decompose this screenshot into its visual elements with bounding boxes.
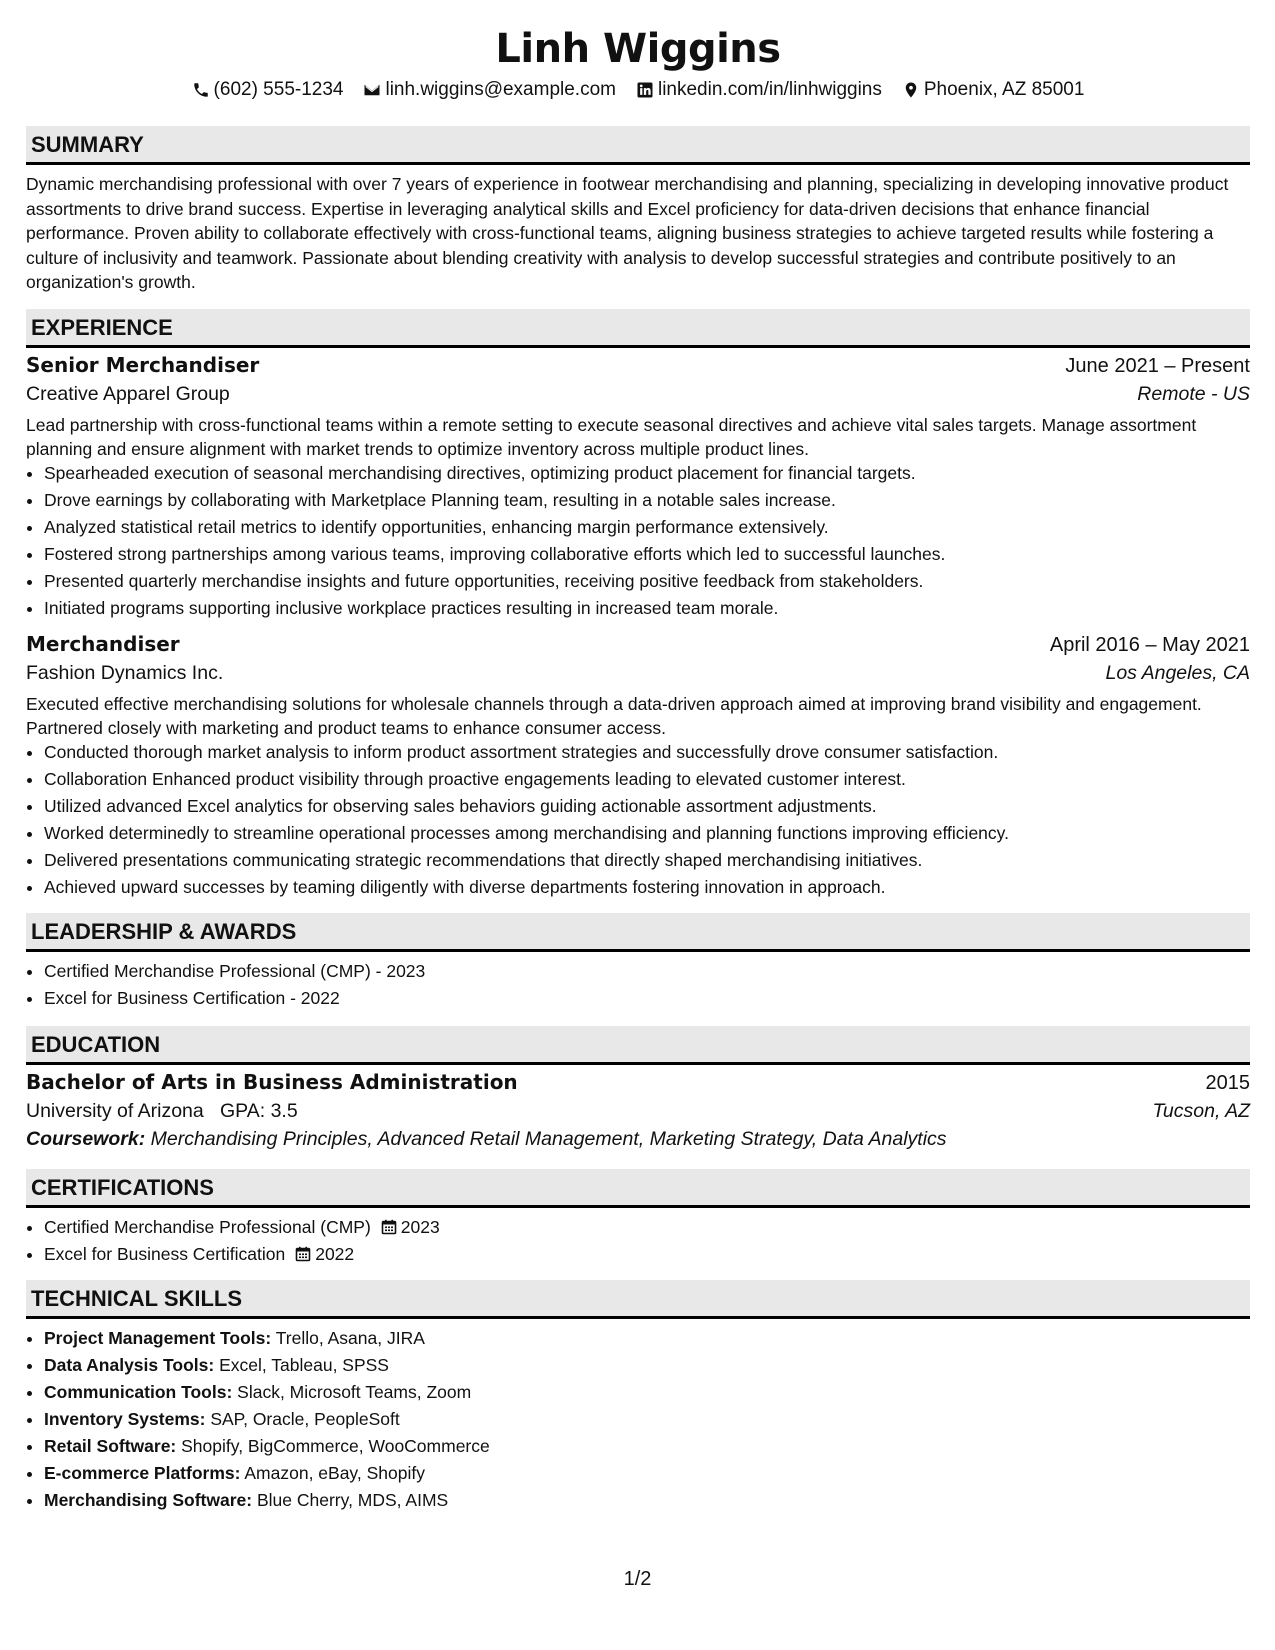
coursework-text: Merchandising Principles, Advanced Retail Management, Marketing Strategy, Data Analytics [150, 1127, 947, 1150]
email-text: linh.wiggins@example.com [385, 79, 616, 100]
skill-label: Inventory Systems: [44, 1408, 206, 1429]
job-bullet: • Worked determinedly to streamline operational processes among merchandising and planning functions improving efficiency. [44, 820, 1250, 847]
school-location: Tucson, AZ [1152, 1099, 1250, 1122]
skill-item [44, 1460, 1250, 1487]
linkedin-text: linkedin.com/in/linhwiggins [657, 79, 882, 100]
gpa: GPA: 3.5 [220, 1099, 298, 1122]
contact-phone[interactable] [192, 79, 344, 101]
job-bullet: • Collaboration Enhanced product visibility through proactive engagements leading to elevated customer interest. [44, 766, 1250, 793]
certification-name: Certified Merchandise Professional (CMP) [44, 1216, 371, 1237]
section-heading-education: EDUCATION [26, 1026, 1250, 1065]
section-heading-summary: SUMMARY [26, 126, 1250, 165]
skill-item [44, 1379, 1250, 1406]
job-description: Executed effective merchandising solutions for wholesale channels through a data-driven approach aimed at improving brand visibility and engagement. Partnered closely with marketing and product teams to enhance consumer access. [26, 693, 1202, 738]
job-entry [26, 632, 1250, 901]
skill-value: Shopify, BigCommerce, WooCommerce [181, 1435, 490, 1456]
skill-label: E-commerce Platforms: [44, 1462, 241, 1483]
linkedin-icon [636, 81, 654, 99]
skill-label: Retail Software: [44, 1435, 177, 1456]
graduation-year: 2015 [1205, 1071, 1250, 1094]
calendar-icon [381, 1219, 397, 1235]
skill-label: Data Analysis Tools: [44, 1354, 215, 1375]
coursework-label: Coursework: [26, 1127, 146, 1150]
job-bullet: • Achieved upward successes by teaming diligently with diverse departments fostering innovation in approach. [44, 874, 1250, 901]
location-text: Phoenix, AZ 85001 [923, 79, 1085, 100]
calendar-icon [295, 1246, 311, 1262]
job-location: Los Angeles, CA [1105, 661, 1250, 684]
job-dates: April 2016 – May 2021 [1049, 633, 1250, 656]
coursework-line [26, 1128, 1250, 1151]
skill-item [44, 1325, 1250, 1352]
section-heading-experience: EXPERIENCE [26, 309, 1250, 348]
contact-bar [26, 76, 1250, 104]
skill-label: Communication Tools: [44, 1381, 233, 1402]
skill-value: Trello, Asana, JIRA [275, 1327, 425, 1348]
section-heading-certifications: CERTIFICATIONS [26, 1169, 1250, 1208]
skill-value: Amazon, eBay, Shopify [244, 1462, 425, 1483]
job-dates: June 2021 – Present [1065, 354, 1250, 377]
school-line [26, 1100, 298, 1123]
job-bullet: • Analyzed statistical retail metrics to identify opportunities, enhancing margin performance extensively. [44, 514, 1250, 541]
job-bullet: • Drove earnings by collaborating with Marketplace Planning team, resulting in a notable sales increase. [44, 487, 1250, 514]
award-item: • Certified Merchandise Professional (CMP) - 2023 [44, 958, 1250, 985]
resume-page [26, 0, 1250, 1514]
skill-item [44, 1487, 1250, 1514]
section-heading-technical-skills: TECHNICAL SKILLS [26, 1280, 1250, 1319]
job-bullet: • Utilized advanced Excel analytics for observing sales behaviors guiding actionable assortment adjustments. [44, 793, 1250, 820]
job-company: Fashion Dynamics Inc. [26, 661, 224, 684]
job-bullet: • Conducted thorough market analysis to inform product assortment strategies and successfully drove consumer satisfaction. [44, 739, 1250, 766]
skill-value: SAP, Oracle, PeopleSoft [210, 1408, 400, 1429]
map-pin-icon [902, 81, 920, 99]
phone-icon [192, 81, 210, 99]
contact-email[interactable] [363, 79, 616, 101]
skill-item [44, 1352, 1250, 1379]
job-bullet: • Presented quarterly merchandise insights and future opportunities, receiving positive feedback from stakeholders. [44, 568, 1250, 595]
skill-value: Excel, Tableau, SPSS [219, 1354, 389, 1375]
job-bullet: • Delivered presentations communicating strategic recommendations that directly shaped merchandising initiatives. [44, 847, 1250, 874]
education-entry [26, 1070, 1250, 1151]
envelope-icon [363, 81, 381, 99]
job-bullet: • Spearheaded execution of seasonal merchandising directives, optimizing product placement for financial targets. [44, 460, 1250, 487]
job-bullet: • Initiated programs supporting inclusive workplace practices resulting in increased team morale. [44, 595, 1250, 622]
job-company: Creative Apparel Group [26, 382, 230, 405]
contact-location [902, 79, 1085, 101]
skill-value: Blue Cherry, MDS, AIMS [256, 1489, 449, 1510]
certification-year: 2023 [400, 1216, 440, 1237]
certification-year: 2022 [315, 1243, 355, 1264]
section-heading-leadership: LEADERSHIP & AWARDS [26, 913, 1250, 952]
candidate-name: Linh Wiggins [495, 26, 781, 72]
skill-value: Slack, Microsoft Teams, Zoom [237, 1381, 472, 1402]
certification-item [44, 1214, 1250, 1241]
job-location: Remote - US [1137, 382, 1250, 405]
job-description: Lead partnership with cross-functional teams within a remote setting to execute seasonal directives and achieve vital sales targets. Manage assortment planning and ensure alignment with market trends to optimize inventory across multiple product lines. [26, 414, 1197, 459]
skill-item [44, 1406, 1250, 1433]
skill-item [44, 1433, 1250, 1460]
school-name: University of Arizona [26, 1099, 204, 1122]
award-item: • Excel for Business Certification - 2022 [44, 985, 1250, 1012]
skill-label: Merchandising Software: [44, 1489, 253, 1510]
certification-name: Excel for Business Certification [44, 1243, 286, 1264]
contact-linkedin[interactable] [636, 79, 882, 101]
certification-item [44, 1241, 1250, 1268]
job-entry [26, 353, 1250, 622]
phone-text: (602) 555-1234 [213, 79, 344, 100]
page-number: 1/2 [623, 1568, 652, 1590]
job-title: Senior Merchandiser [26, 352, 260, 377]
job-title: Merchandiser [26, 631, 180, 656]
job-bullet: • Fostered strong partnerships among various teams, improving collaborative efforts which led to successful launches. [44, 541, 1250, 568]
degree-title: Bachelor of Arts in Business Administration [26, 1069, 518, 1094]
skill-label: Project Management Tools: [44, 1327, 272, 1348]
summary-text: Dynamic merchandising professional with over 7 years of experience in footwear merchandising and planning, specializing in developing innovative product assortments to drive brand success. Expertise in leveraging analytical skills and Excel proficiency for data-driven decisions that enhance financial performance. Proven ability to collaborate effectively with cross-functional teams, aligning business strategies to achieve targeted results while fostering a culture of inclusivity and teamwork. Passionate about blending creativity with analysis to develop successful strategies and contribute positively to an organization's growth. [26, 174, 1229, 292]
